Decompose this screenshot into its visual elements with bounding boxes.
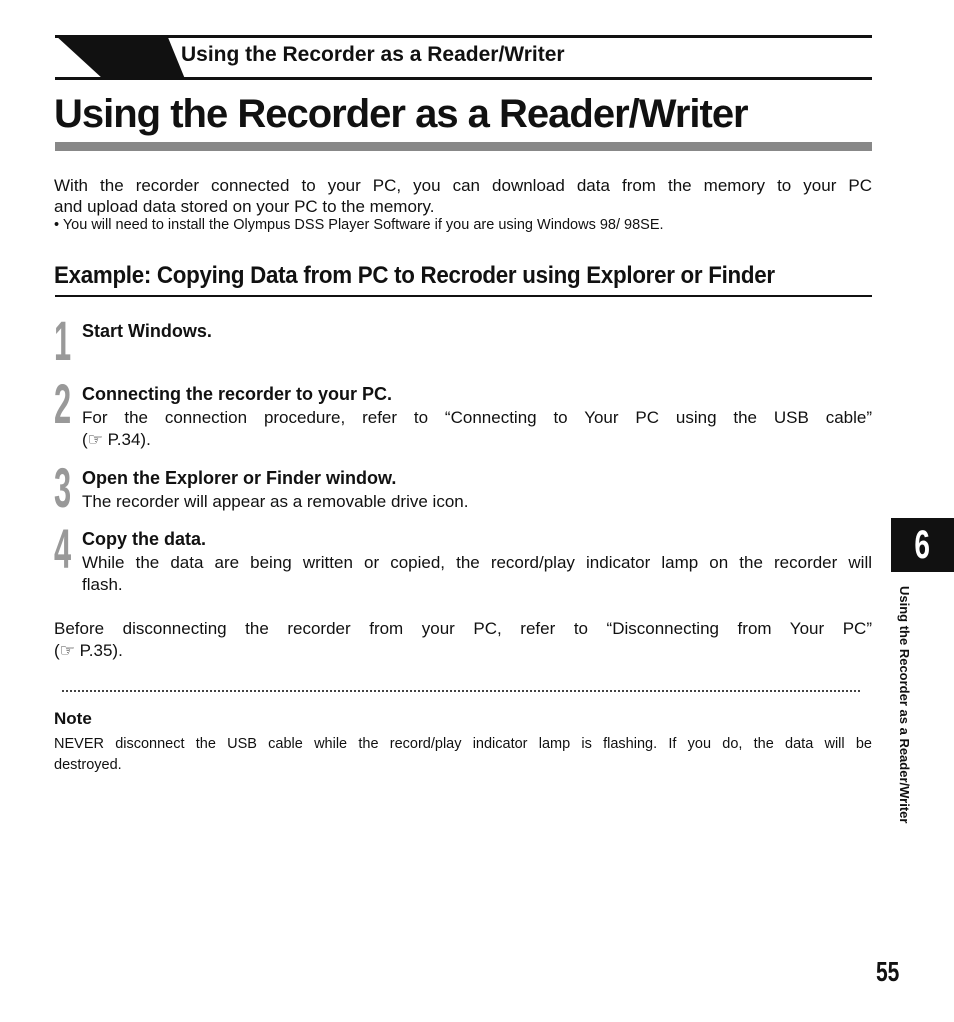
intro-paragraph <box>54 175 872 217</box>
note-line-1: NEVER disconnect the USB cable while the record/play indicator lamp is flashing. If you do, the data will be <box>54 736 872 752</box>
dotted-divider <box>62 690 860 692</box>
step-number: 1 <box>54 309 71 372</box>
disconnect-line-2: (☞ P.35). <box>54 641 123 660</box>
intro-line-1: With the recorder connected to your PC, you can download data from the memory to your PC <box>54 176 872 195</box>
step-text-line-2: (☞ P.34). <box>82 430 151 449</box>
note-label: Note <box>54 709 92 728</box>
intro-bullet: • You will need to install the Olympus DSS Player Software if you are using Windows 98/ 98SE. <box>54 217 664 233</box>
step-text <box>82 407 872 451</box>
step-title: Connecting the recorder to your PC. <box>82 384 393 404</box>
title-rule <box>55 142 872 151</box>
section-rule <box>55 295 872 297</box>
step-text-line-1: While the data are being written or copied, the record/play indicator lamp on the recorder will <box>82 553 872 572</box>
step-number: 4 <box>54 517 71 580</box>
step-text <box>82 491 872 513</box>
intro-line-2: and upload data stored on your PC to the memory. <box>54 197 435 216</box>
step-number: 2 <box>54 372 71 435</box>
step-title: Open the Explorer or Finder window. <box>82 468 397 488</box>
step-text-line-1: For the connection procedure, refer to “Connecting to Your PC using the USB cable” <box>82 408 872 427</box>
side-chapter-label: Using the Recorder as a Reader/Writer <box>897 586 912 824</box>
header-title: Using the Recorder as a Reader/Writer <box>181 43 565 66</box>
chapter-number: 6 <box>914 522 931 567</box>
disconnect-paragraph <box>54 618 872 662</box>
step-text <box>82 552 872 596</box>
page-number: 55 <box>876 956 900 987</box>
header-bottom-rule <box>55 77 872 80</box>
step-title: Copy the data. <box>82 529 207 549</box>
chapter-tab <box>891 518 954 572</box>
note-line-2: destroyed. <box>54 757 122 773</box>
step-text-line-1: The recorder will appear as a removable drive icon. <box>82 492 469 511</box>
step-text-line-2: flash. <box>82 575 123 594</box>
step-number: 3 <box>54 456 71 519</box>
page-title: Using the Recorder as a Reader/Writer <box>54 92 748 136</box>
step-title: Start Windows. <box>82 321 212 341</box>
section-heading: Example: Copying Data from PC to Recroder using Explorer or Finder <box>54 262 775 289</box>
header-corner-wedge <box>55 35 185 80</box>
note-text <box>54 734 872 776</box>
running-header <box>55 35 872 80</box>
disconnect-line-1: Before disconnecting the recorder from your PC, refer to “Disconnecting from Your PC” <box>54 619 872 638</box>
